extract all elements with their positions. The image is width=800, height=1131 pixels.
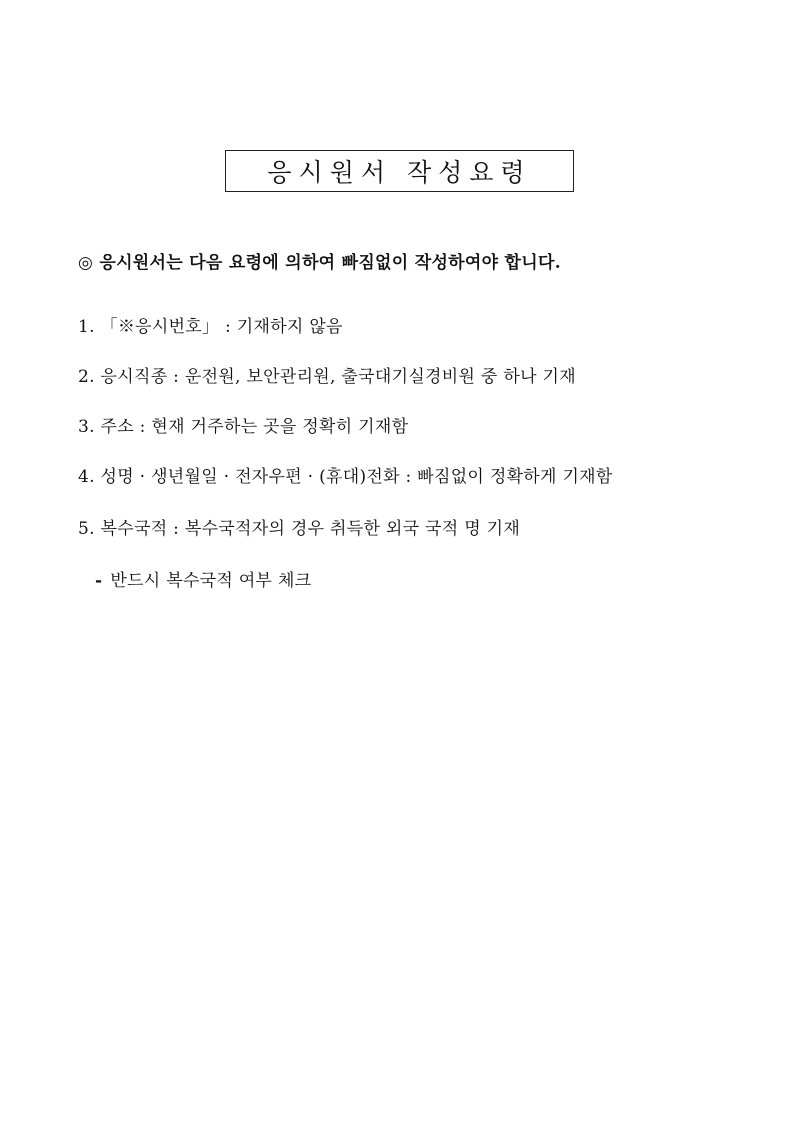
title-box: [225, 150, 574, 192]
instruction-item-1: 1. 「※응시번호」 : 기재하지 않음: [78, 317, 343, 337]
instruction-item-4: 4. 성명 · 생년월일 · 전자우편 · (휴대)전화 : 빠짐없이 정확하게 기재함: [78, 467, 613, 487]
sub-instruction-dash: -: [95, 571, 103, 591]
sub-instruction: [95, 566, 311, 591]
instruction-item-5: 5. 복수국적 : 복수국적자의 경우 취득한 외국 국적 명 기재: [78, 519, 521, 539]
intro-statement: ◎ 응시원서는 다음 요령에 의하여 빠짐없이 작성하여야 합니다.: [78, 253, 561, 273]
instruction-item-2: 2. 응시직종 : 운전원, 보안관리원, 출국대기실경비원 중 하나 기재: [78, 367, 576, 387]
sub-instruction-text: 반드시 복수국적 여부 체크: [110, 571, 312, 591]
document-title: 응시원서 작성요령: [267, 158, 532, 187]
instruction-item-3: 3. 주소 : 현재 거주하는 곳을 정확히 기재함: [78, 417, 409, 437]
